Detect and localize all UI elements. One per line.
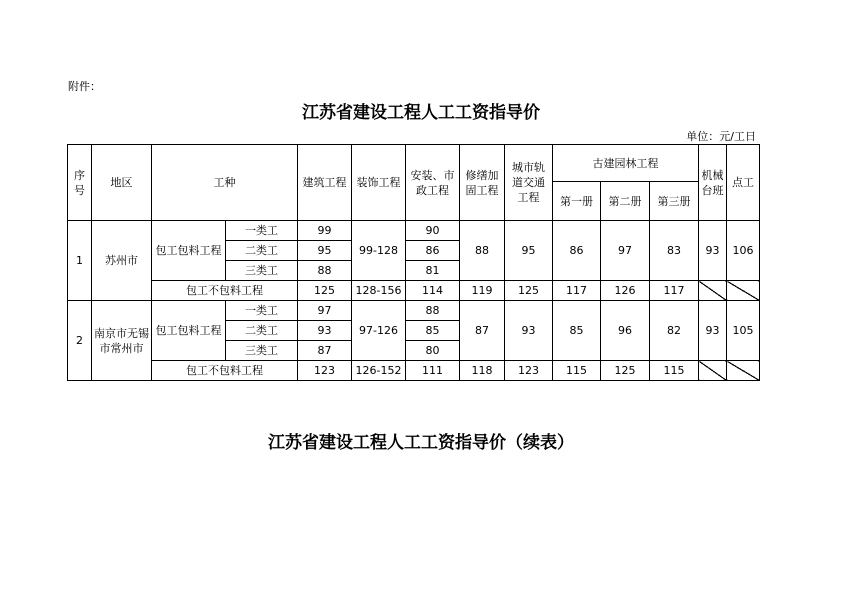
diagonal-empty-cell <box>699 281 727 301</box>
rail-cell: 125 <box>505 281 553 301</box>
machine-cell: 93 <box>699 221 727 281</box>
building-cell: 97 <box>298 301 352 321</box>
vol3-cell: 115 <box>650 361 699 381</box>
grade-cell: 二类工 <box>226 241 298 261</box>
region-cell: 苏州市 <box>92 221 152 301</box>
install-cell: 86 <box>406 241 460 261</box>
table-row <box>68 301 760 321</box>
header-vol1: 第一册 <box>553 182 601 221</box>
attachment-label: 附件： <box>68 80 101 93</box>
header-repair: 修缮加固工程 <box>460 145 505 221</box>
repair-cell: 88 <box>460 221 505 281</box>
header-vol2: 第二册 <box>601 182 650 221</box>
package-label-cell: 包工包料工程 <box>152 221 226 281</box>
decoration-cell: 97-126 <box>352 301 406 361</box>
seq-cell: 2 <box>68 301 92 381</box>
building-cell: 88 <box>298 261 352 281</box>
continued-title: 江苏省建设工程人工工资指导价（续表） <box>268 433 574 453</box>
nopkg-label-cell: 包工不包料工程 <box>152 361 298 381</box>
rail-cell: 95 <box>505 221 553 281</box>
header-vol3: 第三册 <box>650 182 699 221</box>
vol1-cell: 117 <box>553 281 601 301</box>
table-row <box>68 281 760 301</box>
install-cell: 90 <box>406 221 460 241</box>
header-ancient: 古建园林工程 <box>553 145 699 182</box>
page-title: 江苏省建设工程人工工资指导价 <box>302 103 540 123</box>
grade-cell: 一类工 <box>226 221 298 241</box>
seq-cell: 1 <box>68 221 92 301</box>
vol1-cell: 115 <box>553 361 601 381</box>
header-row-1 <box>68 145 760 182</box>
decoration-cell: 126-152 <box>352 361 406 381</box>
diagonal-empty-cell <box>727 361 760 381</box>
install-cell: 88 <box>406 301 460 321</box>
unit-label: 单位：元/工日 <box>686 130 756 143</box>
table-row <box>68 361 760 381</box>
header-seq: 序号 <box>68 145 92 221</box>
install-cell: 111 <box>406 361 460 381</box>
building-cell: 123 <box>298 361 352 381</box>
repair-cell: 87 <box>460 301 505 361</box>
machine-cell: 93 <box>699 301 727 361</box>
install-cell: 85 <box>406 321 460 341</box>
package-label-cell: 包工包料工程 <box>152 301 226 361</box>
repair-cell: 118 <box>460 361 505 381</box>
repair-cell: 119 <box>460 281 505 301</box>
building-cell: 87 <box>298 341 352 361</box>
vol3-cell: 83 <box>650 221 699 281</box>
vol2-cell: 96 <box>601 301 650 361</box>
vol2-cell: 97 <box>601 221 650 281</box>
building-cell: 93 <box>298 321 352 341</box>
table-row <box>68 221 760 241</box>
header-trade: 工种 <box>152 145 298 221</box>
vol2-cell: 125 <box>601 361 650 381</box>
header-region: 地区 <box>92 145 152 221</box>
header-rail: 城市轨道交通工程 <box>505 145 553 221</box>
building-cell: 125 <box>298 281 352 301</box>
header-install-muni: 安装、市政工程 <box>406 145 460 221</box>
decoration-cell: 99-128 <box>352 221 406 281</box>
grade-cell: 三类工 <box>226 261 298 281</box>
grade-cell: 二类工 <box>226 321 298 341</box>
rail-cell: 123 <box>505 361 553 381</box>
install-cell: 114 <box>406 281 460 301</box>
decoration-cell: 128-156 <box>352 281 406 301</box>
diagonal-empty-cell <box>699 361 727 381</box>
building-cell: 95 <box>298 241 352 261</box>
wage-table <box>67 144 760 381</box>
header-machine: 机械台班 <box>699 145 727 221</box>
spot-cell: 106 <box>727 221 760 281</box>
vol1-cell: 86 <box>553 221 601 281</box>
grade-cell: 三类工 <box>226 341 298 361</box>
header-building: 建筑工程 <box>298 145 352 221</box>
install-cell: 81 <box>406 261 460 281</box>
header-spot: 点工 <box>727 145 760 221</box>
install-cell: 80 <box>406 341 460 361</box>
spot-cell: 105 <box>727 301 760 361</box>
header-decoration: 装饰工程 <box>352 145 406 221</box>
diagonal-empty-cell <box>727 281 760 301</box>
region-cell: 南京市无锡市常州市 <box>92 301 152 381</box>
vol3-cell: 82 <box>650 301 699 361</box>
nopkg-label-cell: 包工不包料工程 <box>152 281 298 301</box>
vol3-cell: 117 <box>650 281 699 301</box>
building-cell: 99 <box>298 221 352 241</box>
vol1-cell: 85 <box>553 301 601 361</box>
vol2-cell: 126 <box>601 281 650 301</box>
rail-cell: 93 <box>505 301 553 361</box>
grade-cell: 一类工 <box>226 301 298 321</box>
